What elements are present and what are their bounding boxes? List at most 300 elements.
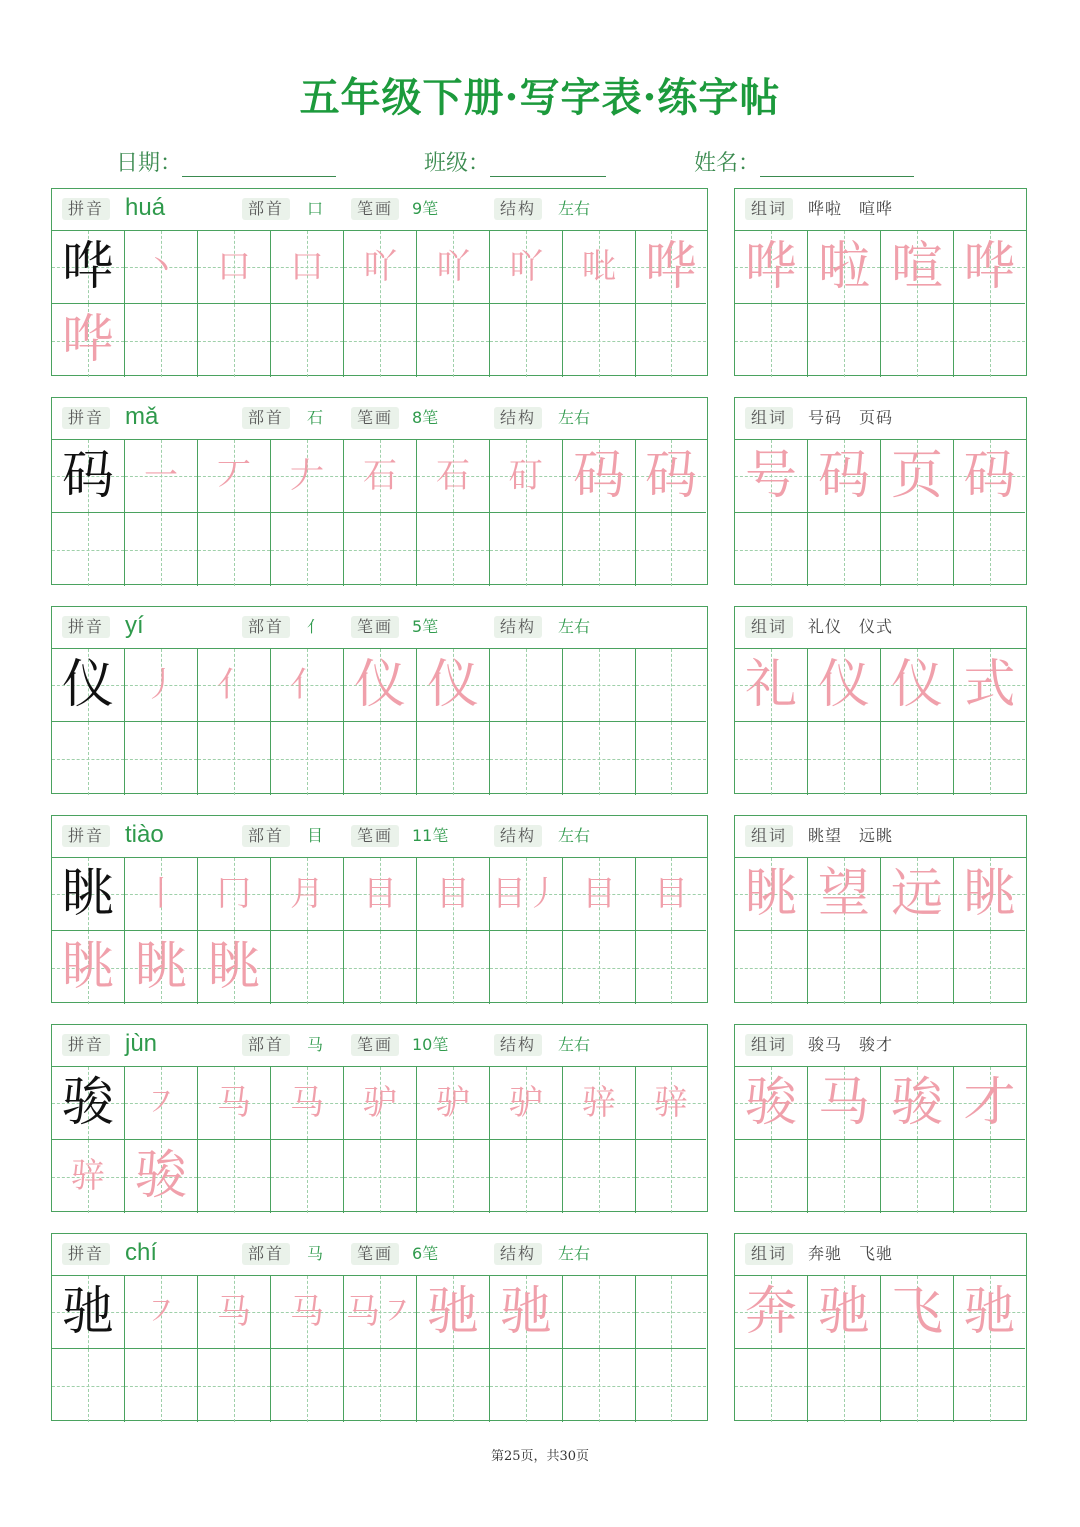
- word-cell[interactable]: [881, 1067, 954, 1140]
- practice-panel: [51, 1233, 708, 1421]
- structure-value: 左右: [558, 408, 591, 427]
- strokes-tag: 笔画: [351, 1243, 399, 1265]
- writing-cell[interactable]: [636, 931, 706, 1004]
- word-cell[interactable]: [954, 858, 1025, 931]
- writing-cell[interactable]: [636, 1276, 706, 1349]
- strokes-value: 10笔: [412, 1035, 449, 1054]
- writing-cell[interactable]: [125, 1140, 198, 1213]
- stroke-step: 目: [654, 874, 688, 914]
- words-value: 眺望 远眺: [808, 826, 894, 845]
- words-header: [735, 1234, 1026, 1276]
- strokes-value: 5笔: [412, 617, 439, 636]
- writing-cell[interactable]: [417, 722, 490, 795]
- stroke-step: ㇇: [144, 1292, 178, 1332]
- word-cell[interactable]: [881, 722, 954, 795]
- writing-cell[interactable]: [563, 1067, 636, 1140]
- writing-cell[interactable]: [417, 858, 490, 931]
- writing-cell[interactable]: [417, 1349, 490, 1422]
- writing-cell[interactable]: [636, 304, 706, 377]
- radical-tag: 部首: [242, 407, 290, 429]
- model-character: 驰: [61, 1282, 114, 1342]
- word-cell[interactable]: [808, 304, 881, 377]
- writing-cell[interactable]: [52, 440, 125, 513]
- structure-tag: 结构: [494, 407, 542, 429]
- stroke-step: 马: [217, 1292, 251, 1332]
- stroke-step: 马㇇: [346, 1292, 414, 1332]
- stroke-step: 吡: [582, 247, 616, 287]
- writing-cell[interactable]: [636, 722, 706, 795]
- writing-cell[interactable]: [490, 304, 563, 377]
- words-panel: [734, 1233, 1027, 1421]
- writing-cell[interactable]: [417, 1276, 490, 1349]
- writing-cell[interactable]: [417, 1140, 490, 1213]
- char-info-header: [52, 816, 707, 858]
- writing-cell[interactable]: [125, 1349, 198, 1422]
- char-block: [51, 1024, 1027, 1214]
- stroke-step: 骍: [582, 1083, 616, 1123]
- stroke-step: 驴: [509, 1083, 543, 1123]
- stroke-step: 亻: [217, 665, 251, 705]
- writing-cell[interactable]: [490, 1067, 563, 1140]
- word-cell[interactable]: [954, 1349, 1025, 1422]
- word-character: 啦: [817, 237, 870, 297]
- model-character: 码: [61, 446, 114, 506]
- words-panel: [734, 815, 1027, 1003]
- writing-cell[interactable]: [125, 722, 198, 795]
- writing-cell[interactable]: [344, 513, 417, 586]
- writing-cell[interactable]: [490, 1140, 563, 1213]
- radical-value: 口: [307, 199, 324, 218]
- writing-cell[interactable]: [563, 1349, 636, 1422]
- writing-cell[interactable]: [563, 231, 636, 304]
- word-cell[interactable]: [808, 513, 881, 586]
- word-character: 马: [817, 1073, 870, 1133]
- writing-cell[interactable]: [271, 649, 344, 722]
- strokes-tag: 笔画: [351, 198, 399, 220]
- stroke-step: 石: [436, 456, 470, 496]
- pinyin-value: huá: [125, 194, 166, 221]
- word-cell[interactable]: [808, 1276, 881, 1349]
- words-value: 骏马 骏才: [808, 1035, 894, 1054]
- pinyin-value: chí: [125, 1239, 158, 1266]
- writing-cell[interactable]: [198, 1067, 271, 1140]
- writing-cell[interactable]: [344, 858, 417, 931]
- writing-cell[interactable]: [344, 1276, 417, 1349]
- radical-tag: 部首: [242, 1034, 290, 1056]
- word-cell[interactable]: [735, 722, 808, 795]
- word-character: 码: [817, 446, 870, 506]
- writing-cell[interactable]: [52, 858, 125, 931]
- writing-cell[interactable]: [271, 931, 344, 1004]
- writing-cell[interactable]: [417, 1067, 490, 1140]
- writing-cell[interactable]: [344, 722, 417, 795]
- words-panel: [734, 397, 1027, 585]
- stroke-step: 哗: [61, 310, 114, 370]
- stroke-step: 吖: [509, 247, 543, 287]
- pinyin-tag: 拼音: [62, 825, 110, 847]
- word-cell[interactable]: [881, 513, 954, 586]
- word-cell[interactable]: [808, 722, 881, 795]
- writing-cell[interactable]: [271, 722, 344, 795]
- stroke-step: 骍: [654, 1083, 688, 1123]
- writing-cell[interactable]: [344, 1349, 417, 1422]
- name-field[interactable]: [694, 146, 914, 177]
- writing-cell[interactable]: [198, 231, 271, 304]
- writing-cell[interactable]: [52, 231, 125, 304]
- writing-cell[interactable]: [490, 1349, 563, 1422]
- writing-cell[interactable]: [563, 304, 636, 377]
- writing-cell[interactable]: [636, 513, 706, 586]
- radical-value: 目: [307, 826, 324, 845]
- page-title: 五年级下册·写字表·练字帖: [299, 74, 781, 121]
- word-cell[interactable]: [881, 231, 954, 304]
- word-cell[interactable]: [808, 440, 881, 513]
- word-character: 才: [963, 1073, 1016, 1133]
- word-cell[interactable]: [735, 304, 808, 377]
- writing-cell[interactable]: [52, 1349, 125, 1422]
- char-info-header: [52, 1025, 707, 1067]
- writing-cell[interactable]: [344, 931, 417, 1004]
- word-cell[interactable]: [881, 931, 954, 1004]
- writing-cell[interactable]: [636, 440, 706, 513]
- word-cell[interactable]: [881, 1276, 954, 1349]
- writing-cell[interactable]: [563, 1276, 636, 1349]
- writing-cell[interactable]: [344, 1067, 417, 1140]
- writing-cell[interactable]: [563, 931, 636, 1004]
- stroke-step: 仪: [353, 655, 406, 715]
- stroke-step: 一: [144, 456, 178, 496]
- words-tag: 组词: [745, 1243, 793, 1265]
- word-character: 骏: [744, 1073, 797, 1133]
- writing-cell[interactable]: [125, 231, 198, 304]
- writing-cell[interactable]: [125, 1067, 198, 1140]
- structure-value: 左右: [558, 1035, 591, 1054]
- writing-cell[interactable]: [344, 304, 417, 377]
- word-cell[interactable]: [735, 1067, 808, 1140]
- writing-cell[interactable]: [52, 513, 125, 586]
- date-line[interactable]: [182, 154, 336, 177]
- class-label: 班级：: [424, 151, 491, 176]
- stroke-step: 马: [290, 1292, 324, 1332]
- word-character: 眺: [963, 864, 1016, 924]
- pinyin-value: yí: [125, 612, 144, 639]
- writing-cell[interactable]: [52, 722, 125, 795]
- word-character: 哗: [963, 237, 1016, 297]
- writing-cell[interactable]: [125, 931, 198, 1004]
- stroke-step: 矴: [509, 456, 543, 496]
- radical-tag: 部首: [242, 616, 290, 638]
- word-character: 哗: [744, 237, 797, 297]
- word-cell[interactable]: [735, 231, 808, 304]
- writing-cell[interactable]: [563, 722, 636, 795]
- writing-cell[interactable]: [344, 1140, 417, 1213]
- writing-cell[interactable]: [198, 858, 271, 931]
- writing-cell[interactable]: [490, 931, 563, 1004]
- radical-tag: 部首: [242, 198, 290, 220]
- name-line[interactable]: [760, 154, 914, 177]
- stroke-step: 目: [436, 874, 470, 914]
- words-value: 号码 页码: [808, 408, 894, 427]
- word-cell[interactable]: [808, 858, 881, 931]
- writing-cell[interactable]: [417, 440, 490, 513]
- stroke-step: 口: [290, 247, 324, 287]
- stroke-step: 口: [217, 247, 251, 287]
- radical-value: 亻: [307, 617, 324, 636]
- char-info-header: [52, 1234, 707, 1276]
- word-cell[interactable]: [954, 722, 1025, 795]
- words-value: 哗啦 喧哗: [808, 199, 894, 218]
- model-character: 哗: [61, 237, 114, 297]
- word-cell[interactable]: [881, 1140, 954, 1213]
- writing-cell[interactable]: [490, 440, 563, 513]
- writing-cell[interactable]: [636, 858, 706, 931]
- words-header: [735, 816, 1026, 858]
- stroke-step: 仪: [426, 655, 479, 715]
- pinyin-value: jùn: [125, 1030, 158, 1057]
- writing-cell[interactable]: [417, 513, 490, 586]
- word-cell[interactable]: [735, 858, 808, 931]
- writing-cell[interactable]: [198, 513, 271, 586]
- strokes-value: 9笔: [412, 199, 439, 218]
- word-cell[interactable]: [954, 1067, 1025, 1140]
- model-character: 仪: [61, 655, 114, 715]
- char-block: [51, 188, 1027, 378]
- writing-cell[interactable]: [490, 649, 563, 722]
- structure-value: 左右: [558, 199, 591, 218]
- stroke-step: 码: [572, 446, 625, 506]
- pinyin-value: tiào: [125, 821, 164, 848]
- writing-cell[interactable]: [271, 440, 344, 513]
- class-line[interactable]: [490, 154, 606, 177]
- writing-cell[interactable]: [271, 1067, 344, 1140]
- stroke-step: 驴: [436, 1083, 470, 1123]
- char-info-header: [52, 189, 707, 231]
- writing-cell[interactable]: [490, 858, 563, 931]
- writing-cell[interactable]: [563, 649, 636, 722]
- writing-cell[interactable]: [198, 440, 271, 513]
- radical-value: 石: [307, 408, 324, 427]
- writing-cell[interactable]: [198, 931, 271, 1004]
- word-cell[interactable]: [808, 931, 881, 1004]
- strokes-tag: 笔画: [351, 1034, 399, 1056]
- class-field[interactable]: [424, 146, 606, 177]
- practice-panel: [51, 1024, 708, 1212]
- word-cell[interactable]: [881, 304, 954, 377]
- writing-cell[interactable]: [490, 1276, 563, 1349]
- writing-cell[interactable]: [563, 440, 636, 513]
- writing-cell[interactable]: [198, 1349, 271, 1422]
- info-row: [0, 146, 1080, 180]
- char-block: [51, 815, 1027, 1005]
- word-character: 驰: [963, 1282, 1016, 1342]
- writing-cell[interactable]: [490, 513, 563, 586]
- radical-tag: 部首: [242, 1243, 290, 1265]
- writing-cell[interactable]: [417, 931, 490, 1004]
- word-cell[interactable]: [808, 1140, 881, 1213]
- word-character: 页: [890, 446, 943, 506]
- word-character: 号: [744, 446, 797, 506]
- stroke-step: 吖: [436, 247, 470, 287]
- word-cell[interactable]: [954, 231, 1025, 304]
- word-cell[interactable]: [954, 1140, 1025, 1213]
- writing-cell[interactable]: [125, 440, 198, 513]
- word-cell[interactable]: [808, 1349, 881, 1422]
- word-cell[interactable]: [735, 1349, 808, 1422]
- stroke-step: 眺: [61, 937, 114, 997]
- word-cell[interactable]: [735, 649, 808, 722]
- writing-cell[interactable]: [125, 304, 198, 377]
- writing-cell[interactable]: [344, 440, 417, 513]
- word-character: 式: [963, 655, 1016, 715]
- writing-cell[interactable]: [490, 231, 563, 304]
- writing-cell[interactable]: [271, 1140, 344, 1213]
- word-cell[interactable]: [954, 440, 1025, 513]
- word-cell[interactable]: [735, 1140, 808, 1213]
- word-character: 望: [817, 864, 870, 924]
- words-tag: 组词: [745, 407, 793, 429]
- writing-cell[interactable]: [198, 649, 271, 722]
- writing-cell[interactable]: [198, 1276, 271, 1349]
- writing-cell[interactable]: [52, 649, 125, 722]
- structure-tag: 结构: [494, 616, 542, 638]
- strokes-value: 8笔: [412, 408, 439, 427]
- writing-cell[interactable]: [52, 304, 125, 377]
- word-character: 码: [963, 446, 1016, 506]
- writing-cell[interactable]: [490, 722, 563, 795]
- writing-cell[interactable]: [271, 231, 344, 304]
- writing-cell[interactable]: [125, 1276, 198, 1349]
- stroke-step: 骍: [71, 1156, 105, 1196]
- words-panel: [734, 188, 1027, 376]
- writing-cell[interactable]: [417, 649, 490, 722]
- writing-cell[interactable]: [271, 1349, 344, 1422]
- word-cell[interactable]: [954, 931, 1025, 1004]
- words-tag: 组词: [745, 616, 793, 638]
- structure-value: 左右: [558, 1244, 591, 1263]
- stroke-step: 马: [217, 1083, 251, 1123]
- char-block: [51, 606, 1027, 796]
- stroke-step: 眺: [134, 937, 187, 997]
- writing-cell[interactable]: [344, 231, 417, 304]
- writing-cell[interactable]: [636, 231, 706, 304]
- writing-cell[interactable]: [52, 1067, 125, 1140]
- writing-cell[interactable]: [198, 304, 271, 377]
- writing-cell[interactable]: [271, 1276, 344, 1349]
- writing-cell[interactable]: [52, 931, 125, 1004]
- word-cell[interactable]: [881, 858, 954, 931]
- writing-cell[interactable]: [417, 231, 490, 304]
- word-cell[interactable]: [954, 649, 1025, 722]
- word-cell[interactable]: [808, 231, 881, 304]
- stroke-step: 目: [582, 874, 616, 914]
- writing-cell[interactable]: [563, 1140, 636, 1213]
- word-cell[interactable]: [735, 440, 808, 513]
- pinyin-tag: 拼音: [62, 407, 110, 429]
- strokes-value: 11笔: [412, 826, 449, 845]
- practice-panel: [51, 397, 708, 585]
- writing-cell[interactable]: [52, 1140, 125, 1213]
- words-header: [735, 1025, 1026, 1067]
- structure-value: 左右: [558, 826, 591, 845]
- word-cell[interactable]: [735, 931, 808, 1004]
- word-character: 喧: [890, 237, 943, 297]
- stroke-step: 吖: [363, 247, 397, 287]
- words-value: 奔驰 飞驰: [808, 1244, 894, 1263]
- writing-cell[interactable]: [271, 858, 344, 931]
- words-header: [735, 189, 1026, 231]
- practice-panel: [51, 815, 708, 1003]
- writing-cell[interactable]: [125, 649, 198, 722]
- stroke-step: 骏: [134, 1146, 187, 1206]
- writing-cell[interactable]: [198, 722, 271, 795]
- word-cell[interactable]: [735, 1276, 808, 1349]
- words-tag: 组词: [745, 198, 793, 220]
- word-character: 仪: [817, 655, 870, 715]
- words-panel: [734, 1024, 1027, 1212]
- pinyin-tag: 拼音: [62, 1034, 110, 1056]
- writing-cell[interactable]: [563, 858, 636, 931]
- writing-cell[interactable]: [636, 1140, 706, 1213]
- stroke-step: 驰: [426, 1282, 479, 1342]
- stroke-step: 哗: [644, 237, 697, 297]
- word-cell[interactable]: [881, 649, 954, 722]
- writing-cell[interactable]: [271, 304, 344, 377]
- word-character: 眺: [744, 864, 797, 924]
- writing-cell[interactable]: [636, 649, 706, 722]
- pinyin-tag: 拼音: [62, 198, 110, 220]
- writing-cell[interactable]: [198, 1140, 271, 1213]
- writing-cell[interactable]: [271, 513, 344, 586]
- structure-tag: 结构: [494, 1243, 542, 1265]
- stroke-step: 目丿: [492, 874, 560, 914]
- stroke-step: 亻: [290, 665, 324, 705]
- word-cell[interactable]: [881, 1349, 954, 1422]
- writing-cell[interactable]: [636, 1349, 706, 1422]
- word-cell[interactable]: [954, 1276, 1025, 1349]
- writing-cell[interactable]: [344, 649, 417, 722]
- stroke-step: 马: [290, 1083, 324, 1123]
- writing-cell[interactable]: [563, 513, 636, 586]
- writing-cell[interactable]: [52, 1276, 125, 1349]
- pinyin-tag: 拼音: [62, 616, 110, 638]
- strokes-tag: 笔画: [351, 825, 399, 847]
- stroke-step: 丨: [144, 874, 178, 914]
- strokes-tag: 笔画: [351, 407, 399, 429]
- word-character: 仪: [890, 655, 943, 715]
- stroke-step: 𠂇: [290, 456, 324, 496]
- word-cell[interactable]: [808, 1067, 881, 1140]
- words-tag: 组词: [745, 1034, 793, 1056]
- stroke-step: 石: [363, 456, 397, 496]
- writing-cell[interactable]: [125, 513, 198, 586]
- structure-value: 左右: [558, 617, 591, 636]
- word-character: 远: [890, 864, 943, 924]
- writing-cell[interactable]: [125, 858, 198, 931]
- writing-cell[interactable]: [417, 304, 490, 377]
- pinyin-value: mǎ: [125, 403, 159, 430]
- stroke-step: 码: [644, 446, 697, 506]
- word-cell[interactable]: [954, 513, 1025, 586]
- word-cell[interactable]: [881, 440, 954, 513]
- word-cell[interactable]: [808, 649, 881, 722]
- writing-cell[interactable]: [636, 1067, 706, 1140]
- date-field[interactable]: [116, 146, 336, 177]
- stroke-step: 丆: [217, 456, 251, 496]
- stroke-step: 眺: [207, 937, 260, 997]
- radical-value: 马: [307, 1244, 324, 1263]
- word-cell[interactable]: [954, 304, 1025, 377]
- word-cell[interactable]: [735, 513, 808, 586]
